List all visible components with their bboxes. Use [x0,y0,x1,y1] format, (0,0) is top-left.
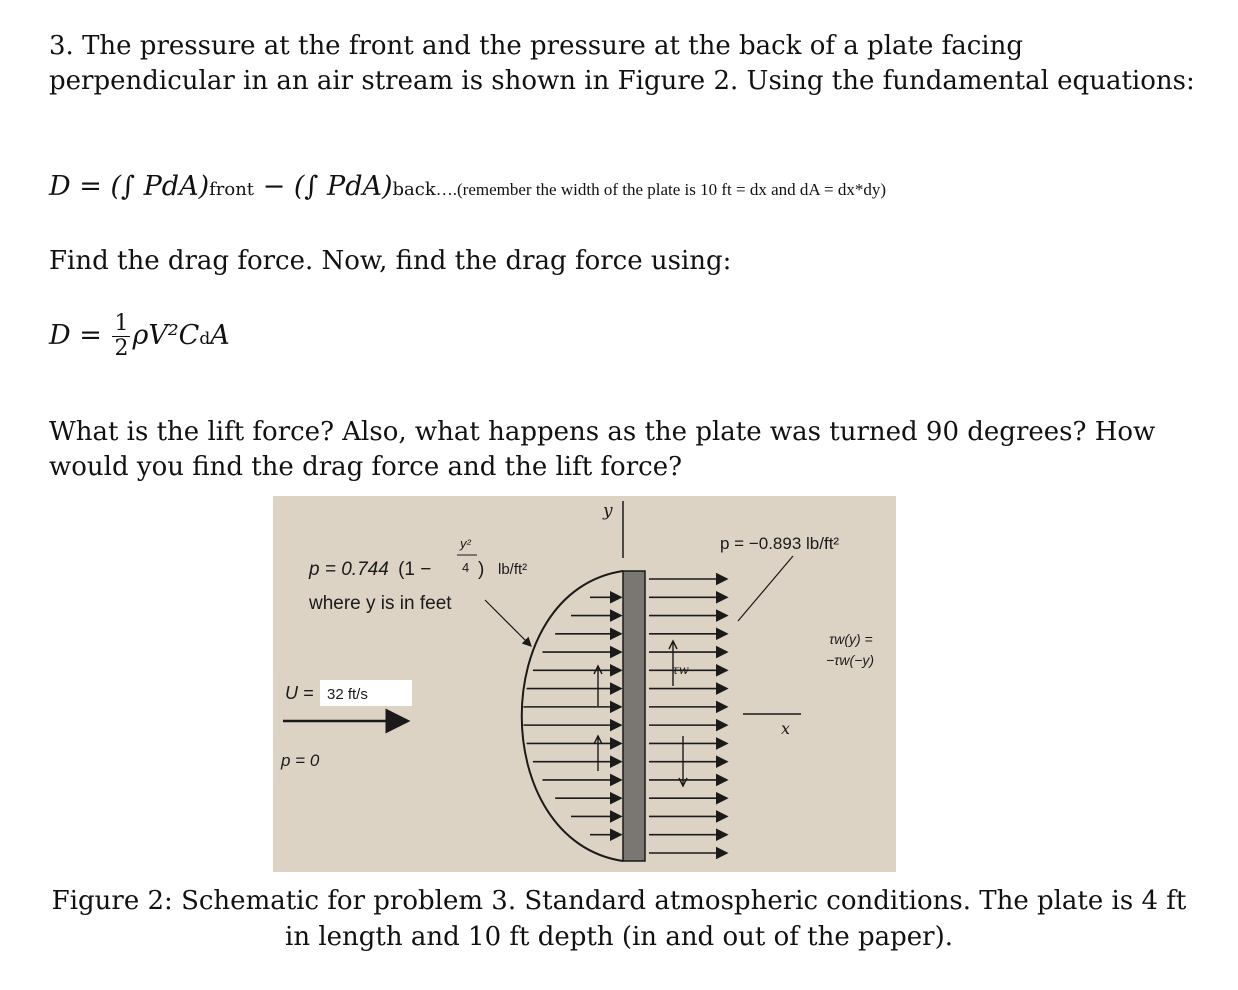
shear-relation-line2: −τw(−y) [826,652,875,668]
ambient-pressure-label: p = 0 [281,751,320,770]
eq2-lhs: D = [49,320,102,351]
eq1-front-integral: (∫ PdA) [110,171,210,202]
find-drag-text: Find the drag force. Now, find the drag force using: [49,246,732,276]
front-pressure-den: 4 [462,560,470,575]
eq1-front-sub: front [209,179,255,200]
problem-intro: 3. The pressure at the front and the pressure at the back of a plate facing perpendicular in an air stream is shown in Figure 2. Using the fundamental equations: [49,31,1195,96]
eq2-rhs: ρV²C [132,320,200,351]
plate [623,571,645,861]
shear-relation-line1: τw(y) = [829,631,873,647]
front-pressure-paren-b: ) [478,559,485,580]
eq2-numerator: 1 [114,311,129,336]
front-pressure-arrows [523,597,621,834]
eq2-denominator: 2 [114,336,129,361]
front-pressure-unit: lb/ft² [498,561,528,578]
eq2-fraction [112,312,130,361]
front-pressure-num: y² [460,536,471,551]
figure-2-schematic [273,496,896,872]
figure-caption: Figure 2: Schematic for problem 3. Standard atmospheric conditions. The plate is 4 ft in length and 10 ft depth (in and out of the paper). [51,886,1187,952]
eq2-rhs-end: A [210,320,230,351]
eq1-back-integral: (∫ PdA) [293,171,393,202]
x-axis-label: x [781,719,791,738]
eq1-note: ….(remember the width of the plate is 10 ft = dx and dA = dx*dy) [435,180,886,199]
front-pressure-formula [308,559,431,580]
eq1-minus: − [254,171,294,202]
front-pressure-eq: p = 0.744 [309,559,389,580]
lift-question: What is the lift force? Also, what happens as the plate was turned 90 degrees? How would you find the drag force and the lift force? [49,417,1156,482]
eq1-lhs: D = [49,171,111,202]
velocity-label: U = [285,683,314,703]
back-pressure-leader [738,556,793,621]
front-pressure-leader [485,600,531,646]
back-pressure-arrows [649,579,727,853]
front-pressure-paren-a: (1 − [398,559,432,580]
drag-coefficient-equation [49,312,230,361]
back-pressure-label: p = −0.893 lb/ft² [720,534,840,553]
drag-integral-equation [49,171,886,202]
y-axis-label: y [603,501,613,521]
velocity-value: 32 ft/s [327,686,368,703]
eq1-back-sub: back [392,179,436,200]
front-pressure-profile [522,571,623,861]
front-pressure-note: where y is in feet [309,593,452,614]
eq2-rhs-sub: d [199,329,211,349]
shear-label: τw [672,663,689,677]
